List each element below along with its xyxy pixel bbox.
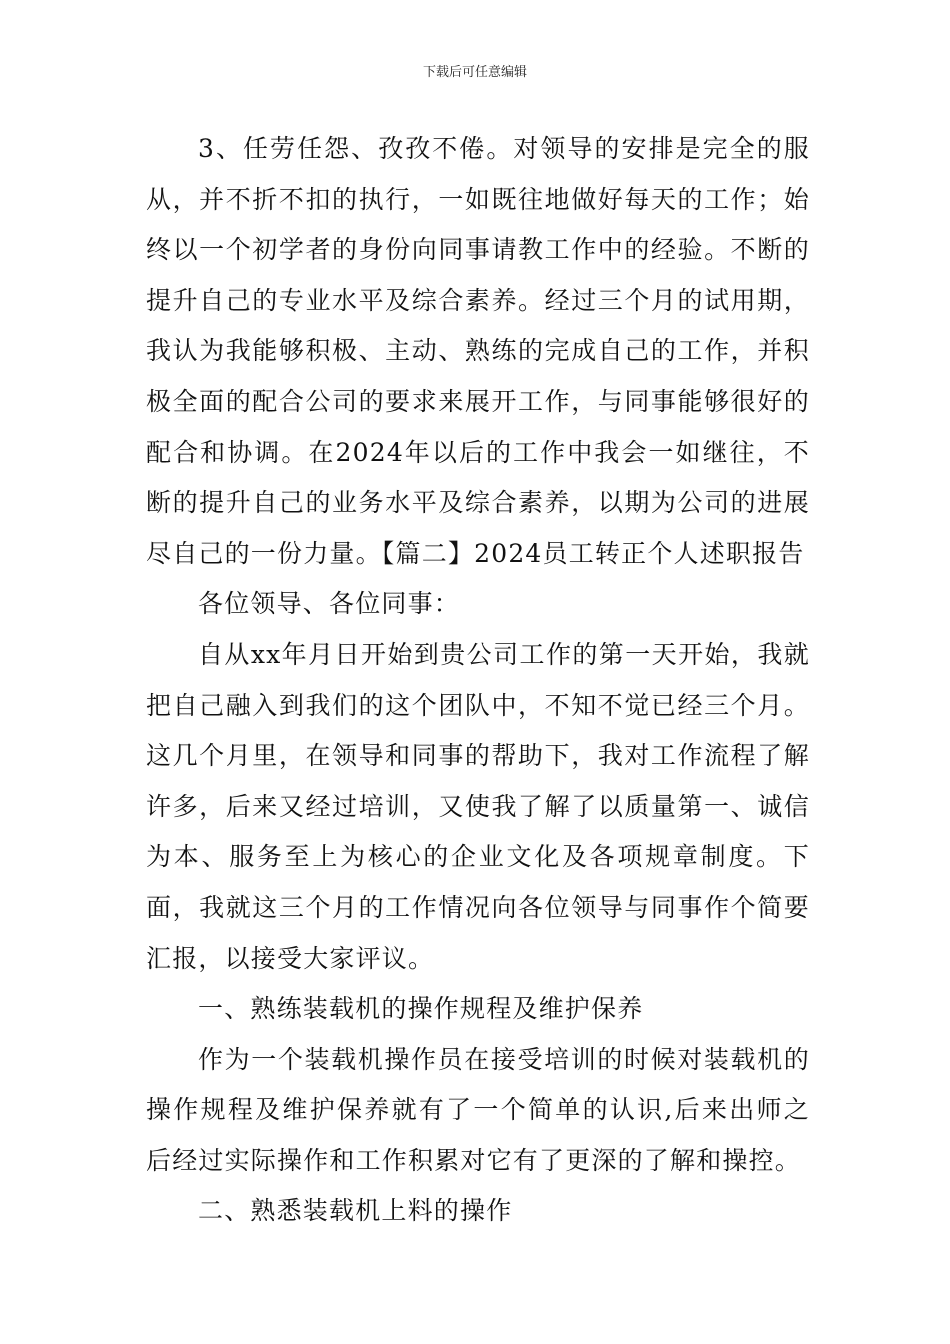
paragraph-salutation: 各位领导、各位同事： (198, 589, 461, 619)
paragraph-section-1: 作为一个装载机操作员在接受培训的时候对装载机的操作规程及维护保养就有了一个简单的认识,后来出师之后经过实际操作和工作积累对它有了更深的了解和操控。 (146, 1044, 810, 1175)
page-header-note: 下载后可任意编辑 (422, 65, 527, 80)
paragraph-attitude: 3、任劳任怨、孜孜不倦。对领导的安排是完全的服从，并不折不扣的执行，一如既往地做好每天的工作；始终以一个初学者的身份向同事请教工作中的经验。不断的提升自己的专业水平及综合素养。经过三个月的试用期，我认为我能够积极、主动、熟练的完成自己的工作，并积极全面的配合公司的要求来展开工作，与同事能够很好的配合和协调。在2024年以后的工作中我会一如继往，不断的提升自己的业务水平及综合素养，以期为公司的进展尽自己的一份力量。【篇二】2024员工转正个人述职报告 (146, 134, 810, 568)
document-body (146, 124, 810, 1237)
section-heading-2: 二、熟悉装载机上料的操作 (198, 1196, 513, 1226)
paragraph-introduction: 自从xx年月日开始到贵公司工作的第一天开始，我就把自己融入到我们的这个团队中，不知不觉已经三个月。这几个月里，在领导和同事的帮助下，我对工作流程了解许多，后来又经过培训，又使我了解了以质量第一、诚信为本、服务至上为核心的企业文化及各项规章制度。下面，我就这三个月的工作情况向各位领导与同事作个简要汇报，以接受大家评议。 (146, 639, 810, 973)
section-heading-1: 一、熟练装载机的操作规程及维护保养 (198, 994, 644, 1024)
